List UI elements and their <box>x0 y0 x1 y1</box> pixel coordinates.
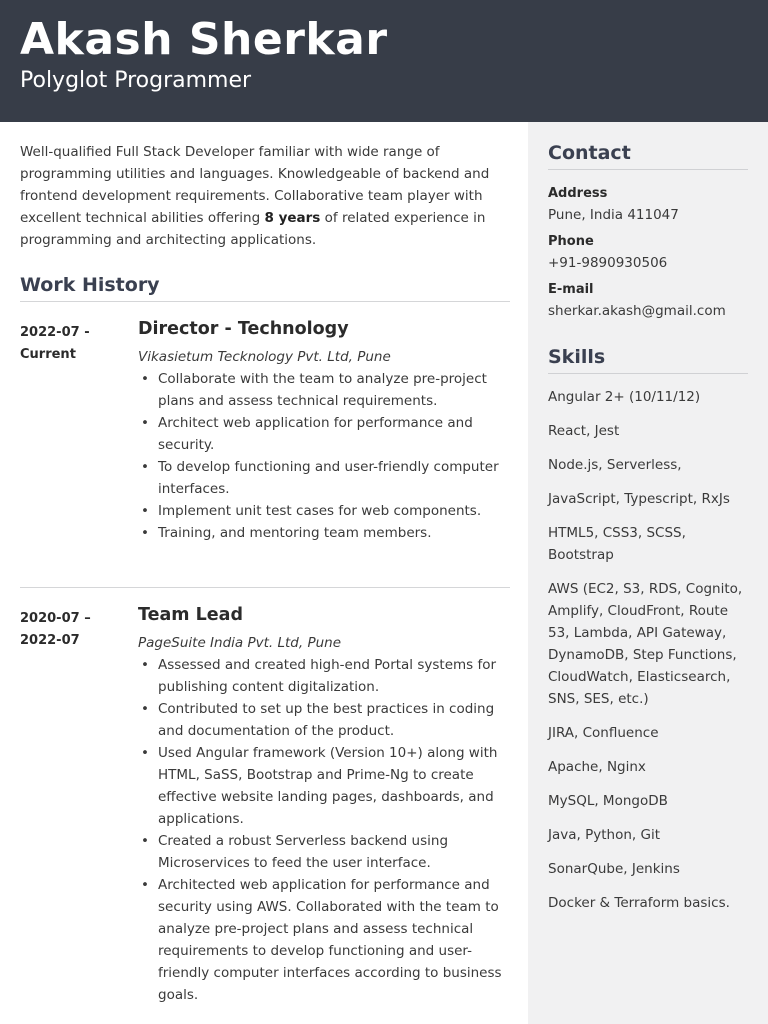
job-entry <box>20 302 510 544</box>
skill-item: JavaScript, Typescript, RxJs <box>548 491 730 507</box>
job-bullet: • Contributed to set up the best practices in coding and documentation of the product. <box>138 698 510 742</box>
skill-item: Node.js, Serverless, <box>548 457 682 473</box>
main-content <box>20 141 510 1006</box>
email-value[interactable]: sherkar.akash@gmail.com <box>548 303 726 319</box>
resume-header <box>0 0 768 122</box>
contact-phone <box>548 232 748 274</box>
work-history-title: Work History <box>20 274 510 302</box>
address-value: Pune, India 411047 <box>548 207 679 223</box>
phone-value: +91-9890930506 <box>548 255 668 271</box>
job-bullet: • Architect web application for performance and security. <box>138 412 510 456</box>
address-label: Address <box>548 186 608 201</box>
job-title: Director - Technology <box>138 319 349 339</box>
candidate-subtitle: Polyglot Programmer <box>20 68 252 93</box>
sidebar <box>528 122 768 1024</box>
job-date-start: 2020-07 – <box>20 611 91 626</box>
job-bullet: • Training, and mentoring team members. <box>138 522 510 544</box>
job-bullet: • Collaborate with the team to analyze pre-project plans and assess technical requirements. <box>138 368 510 412</box>
sidebar-content <box>548 142 748 926</box>
job-bullet: • Used Angular framework (Version 10+) along with HTML, SaSS, Bootstrap and Prime-Ng to create effective website landing pages, dashboards, and applications. <box>138 742 510 830</box>
job-details <box>138 318 510 544</box>
skill-item: JIRA, Confluence <box>548 725 659 741</box>
job-bullet: • Implement unit test cases for web components. <box>138 500 510 522</box>
professional-summary <box>20 141 510 251</box>
job-dates <box>20 608 120 652</box>
job-title: Team Lead <box>138 605 243 625</box>
skill-item: Docker & Terraform basics. <box>548 895 730 911</box>
job-bullet: • Assessed and created high-end Portal systems for publishing content digitalization. <box>138 654 510 698</box>
contact-title: Contact <box>548 142 748 170</box>
job-bullets <box>138 368 510 544</box>
skills-title: Skills <box>548 346 748 374</box>
skills-list <box>548 386 748 914</box>
summary-highlight: 8 years <box>264 210 321 226</box>
phone-label: Phone <box>548 234 594 249</box>
skill-item: Apache, Nginx <box>548 759 646 775</box>
job-entry <box>20 588 510 1006</box>
job-bullets <box>138 654 510 1006</box>
job-bullet: • Created a robust Serverless backend using Microservices to feed the user interface. <box>138 830 510 874</box>
email-label: E-mail <box>548 282 594 297</box>
skill-item: AWS (EC2, S3, RDS, Cognito, Amplify, CloudFront, Route 53, Lambda, API Gateway, DynamoDB, Step Functions, CloudWatch, Elasticsearch, SNS, SES, etc.) <box>548 581 743 707</box>
skill-item: Angular 2+ (10/11/12) <box>548 389 701 405</box>
contact-email <box>548 280 748 322</box>
skill-item: Java, Python, Git <box>548 827 660 843</box>
contact-address <box>548 184 748 226</box>
summary-text-end: of related experience in programming and architecting applications. <box>20 210 486 248</box>
candidate-name: Akash Sherkar <box>20 14 388 65</box>
job-date-end: 2022-07 <box>20 633 80 648</box>
job-company: Vikasietum Tecknology Pvt. Ltd, Pune <box>138 349 391 365</box>
summary-text: Well-qualified Full Stack Developer familiar with wide range of programming utilities and languages. Knowledgeable of backend and frontend development requirements. Collaborative team player with excellent technical abilities offering <box>20 144 490 226</box>
job-bullet: • To develop functioning and user-friendly computer interfaces. <box>138 456 510 500</box>
job-details <box>138 604 510 1006</box>
job-date-start: 2022-07 - <box>20 325 90 340</box>
skill-item: MySQL, MongoDB <box>548 793 668 809</box>
skill-item: React, Jest <box>548 423 620 439</box>
job-dates <box>20 322 120 366</box>
skill-item: SonarQube, Jenkins <box>548 861 680 877</box>
job-bullet: • Architected web application for performance and security using AWS. Collaborated with the team to analyze pre-project plans and assess technical requirements to develop functioning and user-friendly computer interfaces according to business goals. <box>138 874 510 1006</box>
skill-item: HTML5, CSS3, SCSS, Bootstrap <box>548 525 686 563</box>
job-company: PageSuite India Pvt. Ltd, Pune <box>138 635 342 651</box>
job-date-end: Current <box>20 347 76 362</box>
